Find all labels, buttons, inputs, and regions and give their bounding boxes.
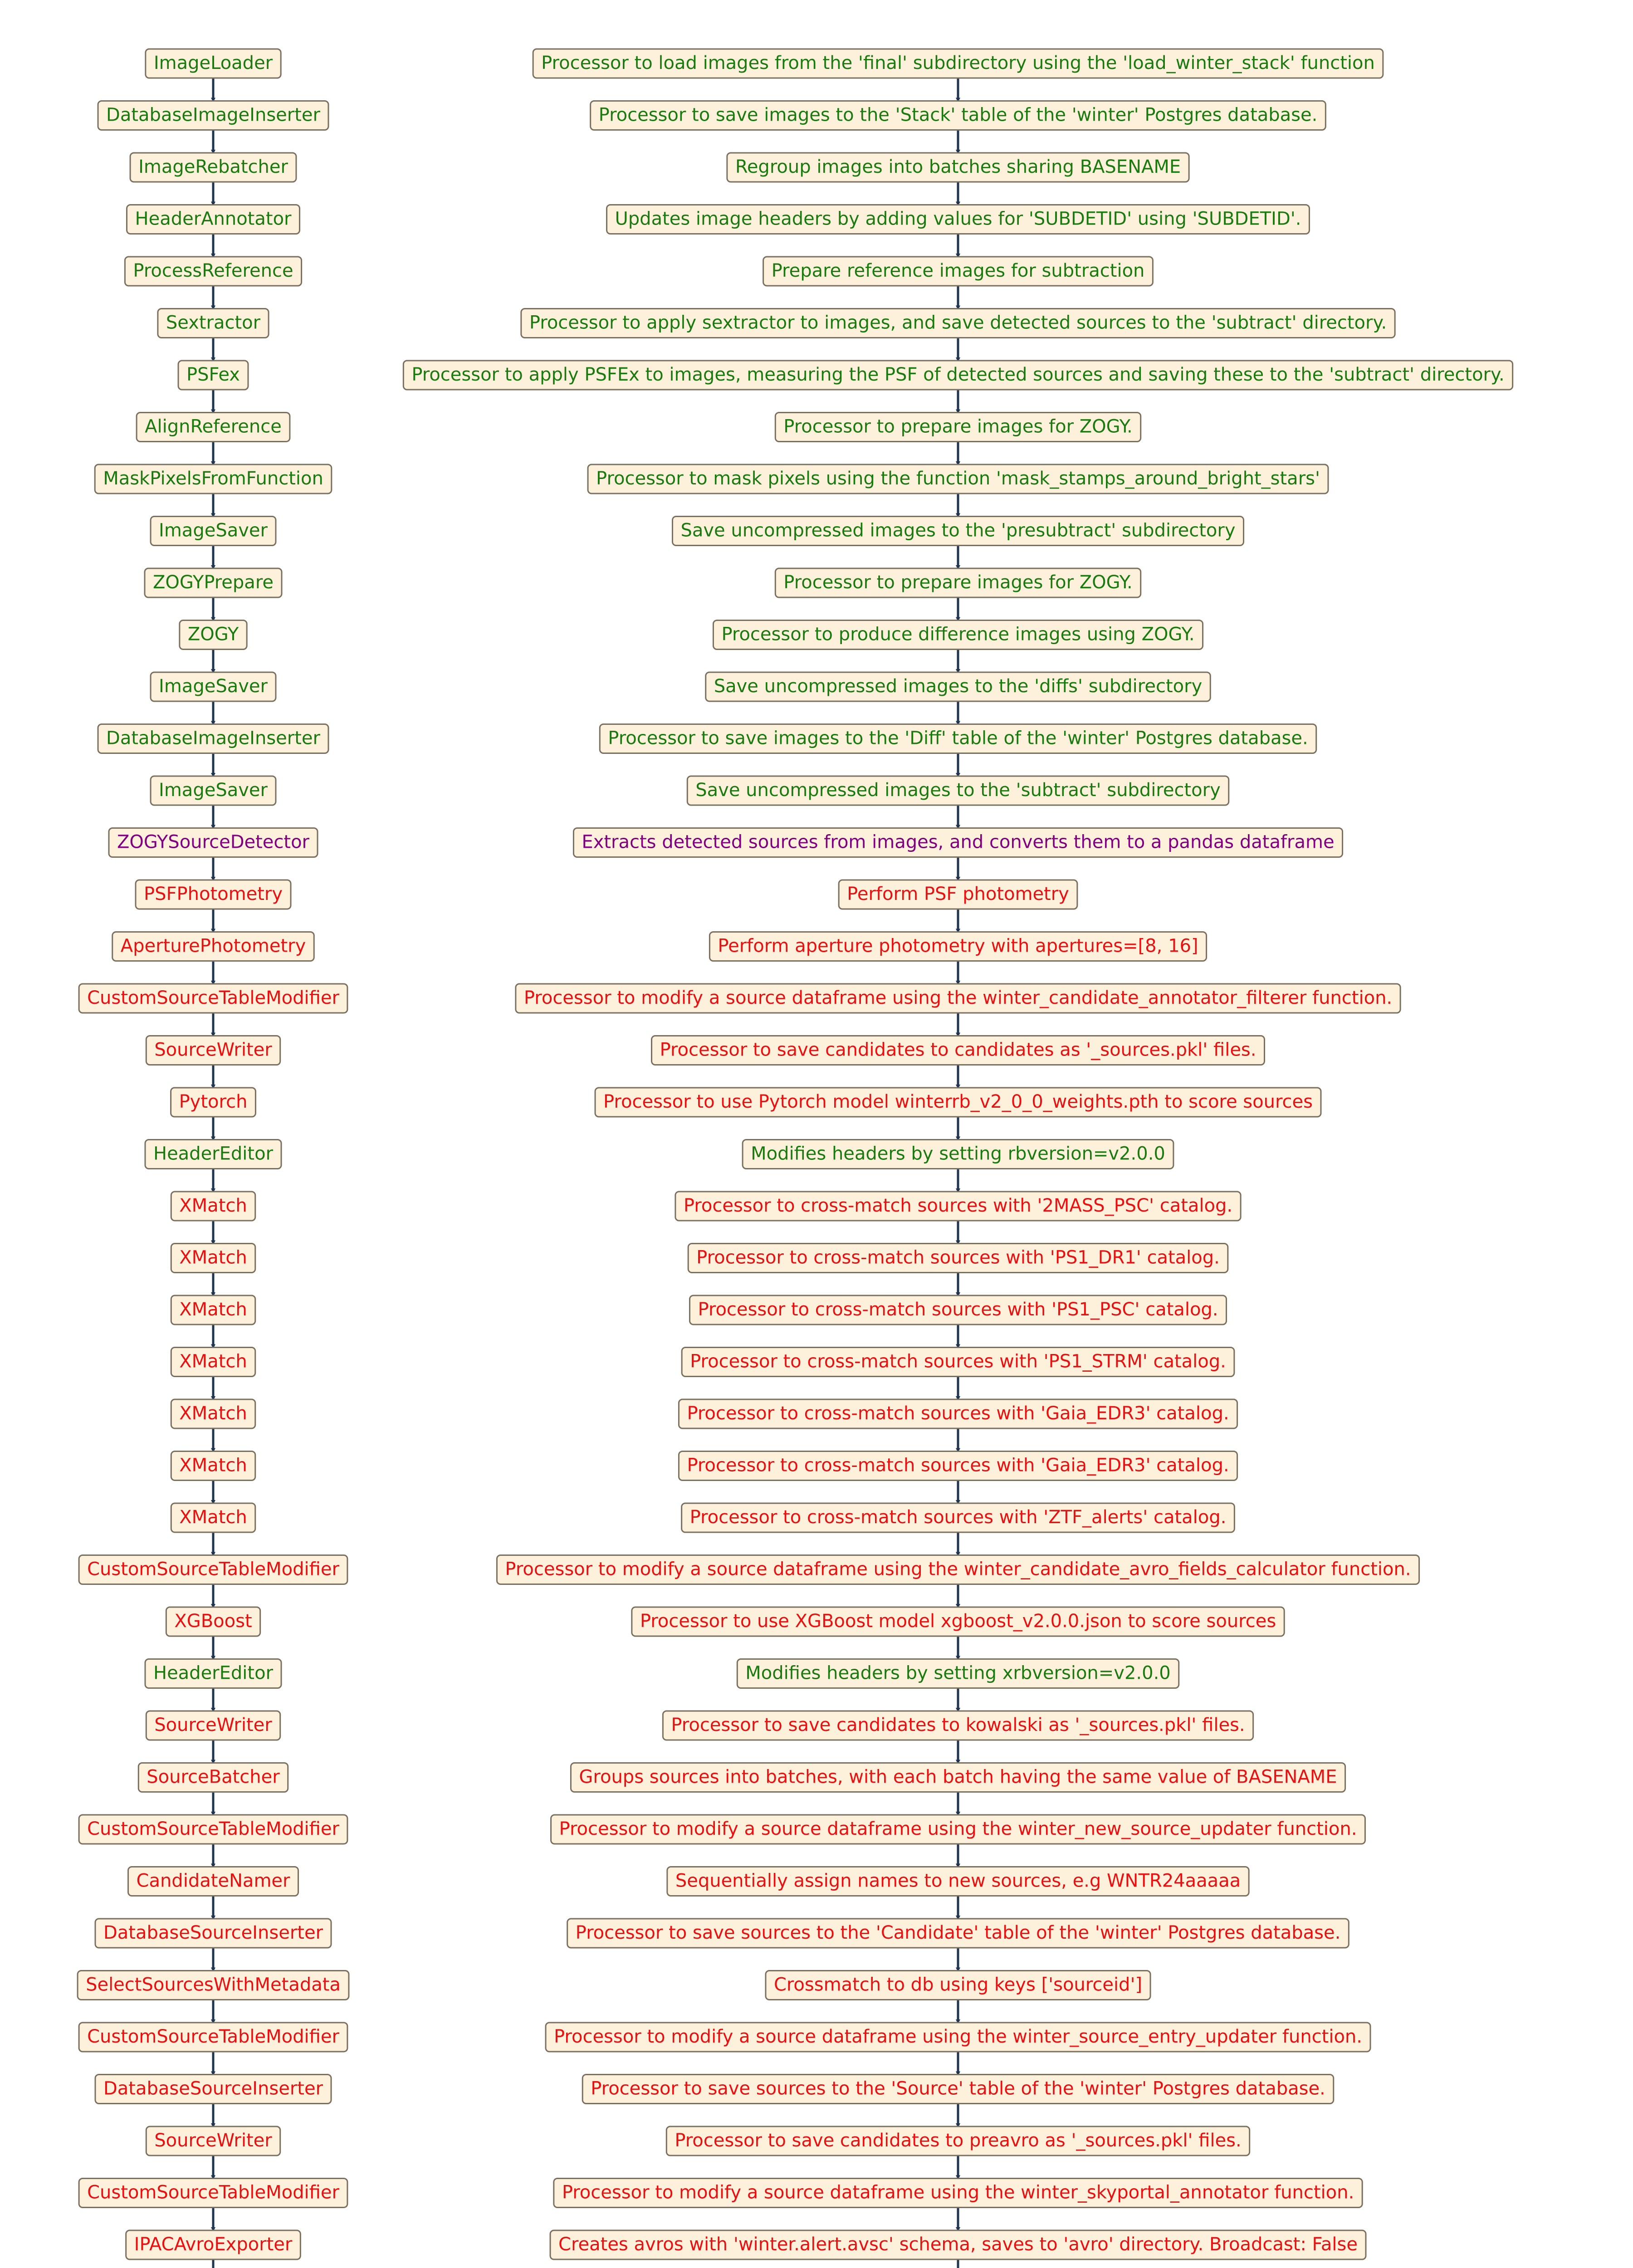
processor-node-label: XMatch	[179, 1455, 247, 1476]
processor-node-label: DatabaseSourceInserter	[103, 1922, 323, 1943]
description-node	[582, 2075, 1334, 2104]
description-node	[775, 413, 1140, 442]
processor-node-label: XMatch	[179, 1195, 247, 1216]
processor-node-label: XMatch	[179, 1507, 247, 1528]
description-node	[546, 2023, 1370, 2052]
processor-node	[79, 1555, 347, 1584]
description-node-label: Perform aperture photometry with apertures=[8, 16]	[718, 935, 1198, 957]
description-node-label: Processor to cross-match sources with 'PS1_PSC' catalog.	[698, 1299, 1218, 1320]
description-node-label: Save uncompressed images to the 'diffs' subdirectory	[714, 676, 1203, 697]
description-node-label: Processor to use Pytorch model winterrb_v2_0_0_weights.pth to score sources	[603, 1091, 1313, 1112]
description-node-label: Processor to load images from the 'final' subdirectory using the 'load_winter_stack' function	[541, 53, 1375, 73]
description-node	[682, 1503, 1235, 1532]
processor-node-label: AlignReference	[145, 416, 282, 437]
description-node	[713, 621, 1203, 650]
processor-node-label: ZOGYSourceDetector	[117, 831, 310, 853]
processor-node-label: ImageSaver	[159, 780, 268, 801]
description-node-label: Processor to modify a source dataframe using the winter_candidate_annotator_filterer function.	[523, 987, 1393, 1008]
processor-node	[145, 1659, 281, 1688]
processor-node-label: CustomSourceTableModifier	[87, 2182, 339, 2203]
processor-node-label: CustomSourceTableModifier	[87, 1559, 339, 1580]
description-node	[567, 1919, 1349, 1948]
processor-node	[137, 413, 290, 442]
description-node-label: Processor to cross-match sources with '2MASS_PSC' catalog.	[683, 1195, 1233, 1216]
description-node-label: Processor to cross-match sources with 'PS1_STRM' catalog.	[690, 1351, 1226, 1372]
description-node	[682, 1348, 1234, 1377]
description-node-label: Processor to prepare images for ZOGY.	[783, 416, 1133, 437]
processor-node-label: SourceWriter	[154, 1715, 272, 1735]
processor-node-label: MaskPixelsFromFunction	[103, 468, 323, 489]
description-node-label: Processor to modify a source dataframe using the winter_candidate_avro_fields_calculator function.	[505, 1559, 1411, 1580]
processor-node	[95, 464, 332, 494]
processor-node-label: XGBoost	[174, 1611, 252, 1632]
processor-node	[151, 776, 276, 805]
description-node-label: Save uncompressed images to the 'subtract' subdirectory	[695, 780, 1221, 801]
description-node-label: Modifies headers by setting xrbversion=v2.0.0	[745, 1662, 1171, 1684]
processor-node	[109, 828, 318, 857]
processor-node-label: ImageRebatcher	[138, 156, 288, 177]
description-node	[727, 153, 1189, 182]
processor-node	[126, 2230, 301, 2259]
processor-node	[127, 205, 300, 234]
processor-node-label: SourceBatcher	[147, 1766, 280, 1788]
description-node	[600, 724, 1316, 753]
description-node-label: Processor to apply PSFEx to images, measuring the PSF of detected sources and saving these to the 'subtract' directory.	[411, 364, 1505, 385]
description-node-label: Perform PSF photometry	[847, 884, 1069, 904]
description-node-label: Processor to modify a source dataframe using the winter_skyportal_annotator function.	[562, 2182, 1354, 2203]
processor-node	[171, 1452, 255, 1481]
description-node	[652, 1036, 1265, 1065]
description-node	[632, 1607, 1284, 1636]
processor-node	[79, 2179, 347, 2208]
processor-node	[146, 2126, 280, 2156]
processor-node-label: CustomSourceTableModifier	[87, 987, 339, 1008]
description-node	[403, 361, 1512, 390]
processor-node-label: XMatch	[179, 1299, 247, 1320]
processor-node	[95, 2075, 331, 2104]
description-node	[591, 101, 1326, 130]
description-node-label: Extracts detected sources from images, and converts them to a pandas dataframe	[582, 831, 1335, 853]
processor-node	[166, 1607, 260, 1636]
description-node	[595, 1088, 1321, 1117]
processor-node-label: SourceWriter	[154, 1039, 272, 1061]
description-node	[607, 205, 1310, 234]
processor-node-label: CustomSourceTableModifier	[87, 1818, 339, 1839]
processor-node-label: SourceWriter	[154, 2130, 272, 2151]
description-node-label: Processor to cross-match sources with 'Gaia_EDR3' catalog.	[687, 1455, 1229, 1476]
description-node-label: Processor to save candidates to kowalski as '_sources.pkl' files.	[671, 1715, 1245, 1735]
processor-node	[171, 1088, 256, 1117]
processor-node-label: HeaderEditor	[153, 1143, 274, 1164]
description-node-label: Modifies headers by setting rbversion=v2.0.0	[751, 1143, 1165, 1164]
description-node	[551, 1815, 1365, 1844]
processor-node	[171, 1192, 255, 1221]
description-node	[672, 517, 1243, 546]
description-node-label: Regroup images into batches sharing BASENAME	[735, 156, 1181, 177]
processor-node-label: DatabaseImageInserter	[106, 728, 320, 749]
description-node-label: Processor to save sources to the 'Candidate' table of the 'winter' Postgres database.	[575, 1922, 1341, 1943]
processor-node	[171, 1348, 255, 1377]
description-node	[689, 1295, 1226, 1325]
description-node	[775, 568, 1140, 597]
description-node-label: Processor to prepare images for ZOGY.	[783, 572, 1133, 593]
processor-node-label: AperturePhotometry	[120, 935, 306, 957]
description-node-label: Processor to modify a source dataframe using the winter_new_source_updater function.	[559, 1818, 1357, 1839]
processor-node-label: ZOGYPrepare	[153, 572, 274, 593]
processor-node-label: PSFPhotometry	[144, 884, 283, 904]
description-node	[687, 776, 1229, 805]
description-node-label: Groups sources into batches, with each batch having the same value of BASENAME	[579, 1766, 1337, 1788]
description-node-label: Processor to save candidates to preavro as '_sources.pkl' files.	[675, 2130, 1242, 2151]
description-node-label: Processor to apply sextractor to images, and save detected sources to the 'subtract' directory.	[529, 312, 1387, 333]
processor-node	[79, 1815, 347, 1844]
description-node	[839, 880, 1077, 909]
processor-node-label: DatabaseSourceInserter	[103, 2078, 323, 2099]
processor-node	[128, 1867, 298, 1896]
processor-node-label: Pytorch	[179, 1091, 248, 1112]
description-node	[667, 1867, 1249, 1896]
processor-node	[145, 568, 282, 597]
description-node-label: Processor to cross-match sources with 'Gaia_EDR3' catalog.	[687, 1403, 1229, 1424]
processor-node-label: ImageLoader	[153, 53, 273, 73]
processor-node-label: DatabaseImageInserter	[106, 104, 320, 126]
processor-node	[138, 1763, 288, 1792]
processor-node	[151, 672, 276, 701]
processor-node	[178, 361, 248, 390]
description-node	[497, 1555, 1419, 1584]
description-node	[766, 1971, 1150, 2000]
description-node-label: Processor to save candidates to candidates as '_sources.pkl' files.	[660, 1039, 1257, 1061]
description-node	[675, 1192, 1241, 1221]
processor-node	[151, 517, 276, 546]
processor-node-label: Sextractor	[166, 312, 261, 333]
processor-node-label: CustomSourceTableModifier	[87, 2026, 339, 2047]
description-node	[516, 984, 1400, 1013]
processor-node	[79, 984, 347, 1013]
processor-node-label: HeaderAnnotator	[135, 208, 292, 230]
processor-node	[171, 1295, 255, 1325]
description-node	[688, 1244, 1228, 1273]
processor-node	[98, 724, 328, 753]
description-node	[571, 1763, 1345, 1792]
description-node	[743, 1140, 1173, 1169]
description-node	[588, 464, 1328, 494]
processor-node	[112, 932, 314, 961]
description-node-label: Processor to cross-match sources with 'ZTF_alerts' catalog.	[689, 1507, 1227, 1528]
description-node-label: Processor to modify a source dataframe using the winter_source_entry_updater function.	[554, 2026, 1362, 2047]
description-node	[763, 257, 1153, 286]
description-node	[737, 1659, 1178, 1688]
description-node-label: Sequentially assign names to new sources, e.g WNTR24aaaaa	[675, 1870, 1241, 1892]
processor-node	[158, 309, 269, 338]
processor-node	[171, 1244, 255, 1273]
processor-node	[95, 1919, 331, 1948]
description-node	[679, 1452, 1237, 1481]
processor-node-label: ImageSaver	[159, 676, 268, 697]
processor-node	[130, 153, 296, 182]
processor-node	[78, 1971, 349, 2000]
processor-node	[146, 49, 281, 78]
processor-node	[146, 1711, 280, 1740]
description-node-label: Processor to mask pixels using the function 'mask_stamps_around_bright_stars'	[596, 468, 1320, 489]
processor-node-label: SelectSourcesWithMetadata	[86, 1974, 341, 1995]
processor-node	[125, 257, 301, 286]
processor-node-label: ImageSaver	[159, 520, 268, 541]
description-node	[554, 2179, 1362, 2208]
description-node-label: Processor to save images to the 'Diff' table of the 'winter' Postgres database.	[608, 728, 1308, 749]
description-node-label: Creates avros with 'winter.alert.avsc' schema, saves to 'avro' directory. Broadcast: False	[558, 2234, 1358, 2255]
description-node-label: Save uncompressed images to the 'presubtract' subdirectory	[680, 520, 1236, 541]
processor-node	[145, 1140, 281, 1169]
processor-node-label: CandidateNamer	[136, 1870, 290, 1892]
description-node	[573, 828, 1342, 857]
description-node-label: Updates image headers by adding values for 'SUBDETID' using 'SUBDETID'.	[615, 208, 1301, 230]
description-node-label: Crossmatch to db using keys ['sourceid']	[773, 1974, 1143, 1995]
description-node-label: Processor to save images to the 'Stack' table of the 'winter' Postgres database.	[598, 104, 1318, 126]
description-node	[663, 1711, 1253, 1740]
processor-node-label: PSFex	[186, 364, 240, 385]
processor-node	[171, 1503, 255, 1532]
processor-node-label: ProcessReference	[133, 260, 293, 281]
processor-node	[79, 2023, 347, 2052]
processor-node	[180, 621, 247, 650]
processor-node-label: XMatch	[179, 1351, 247, 1372]
processor-node-label: XMatch	[179, 1247, 247, 1268]
processor-node	[98, 101, 328, 130]
description-node	[706, 672, 1211, 701]
description-node-label: Processor to use XGBoost model xgboost_v2.0.0.json to score sources	[640, 1611, 1276, 1632]
processor-node	[146, 1036, 280, 1065]
processor-node-label: IPACAvroExporter	[134, 2234, 293, 2255]
description-node	[709, 932, 1206, 961]
processor-node-label: XMatch	[179, 1403, 247, 1424]
description-node-label: Processor to cross-match sources with 'PS1_DR1' catalog.	[696, 1247, 1220, 1268]
description-node-label: Processor to produce difference images using ZOGY.	[721, 624, 1195, 645]
description-node-label: Prepare reference images for subtraction	[771, 260, 1145, 281]
processor-node	[171, 1399, 255, 1428]
processor-node-label: ZOGY	[187, 624, 239, 645]
description-node	[521, 309, 1395, 338]
processor-node-label: HeaderEditor	[153, 1662, 274, 1684]
description-node	[533, 49, 1383, 78]
processor-node	[136, 880, 291, 909]
description-node	[679, 1399, 1237, 1428]
description-node	[550, 2230, 1366, 2259]
description-node-label: Processor to save sources to the 'Source' table of the 'winter' Postgres database.	[591, 2078, 1325, 2099]
description-node	[666, 2126, 1249, 2156]
